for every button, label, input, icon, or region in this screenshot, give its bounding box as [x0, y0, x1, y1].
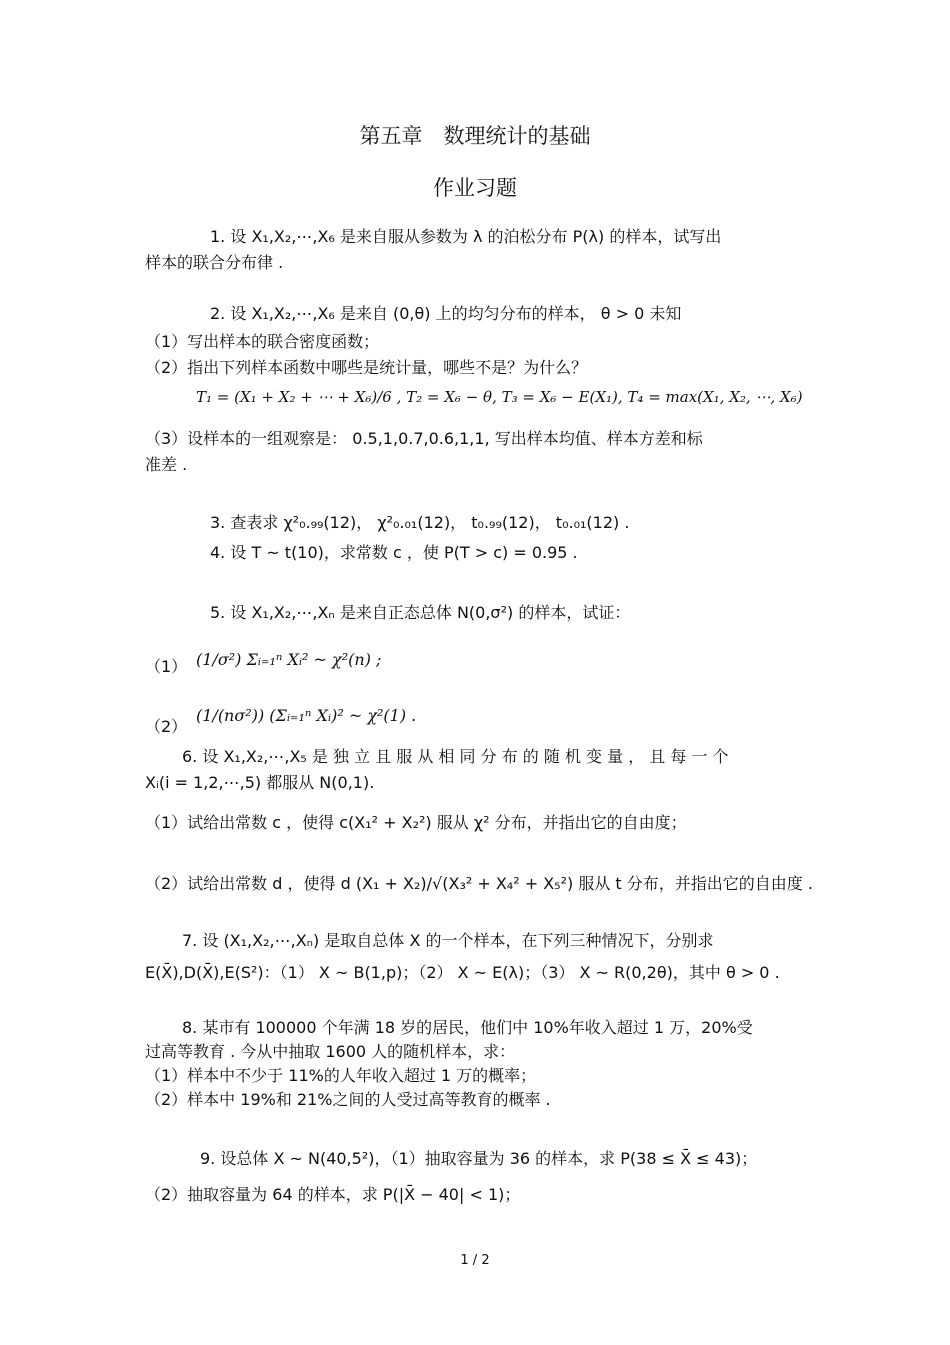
problem-6-part-1: （1）试给出常数 c ，使得 c(X₁² + X₂²) 服从 χ² 分布，并指出它的自由度；: [145, 813, 687, 832]
problem-8-line-1: 8. 某市有 100000 个年满 18 岁的居民，他们中 10%年收入超过 1 万，20%受: [182, 1018, 753, 1037]
problem-4: 4. 设 T ~ t(10)，求常数 c ，使 P(T > c) = 0.95 .: [210, 543, 578, 562]
problem-7-line-1: 7. 设 (X₁,X₂,⋯,Xₙ) 是取自总体 X 的一个样本，在下列三种情况下，分别求: [182, 931, 714, 950]
problem-7-line-2: E(X̄),D(X̄),E(S²)：（1） X ~ B(1,p)；（2） X ~ E(λ)；（3） X ~ R(0,2θ)，其中 θ > 0 .: [145, 963, 780, 982]
problem-8-part-1: （1）样本中不少于 11%的人年收入超过 1 万的概率；: [145, 1066, 537, 1085]
problem-9-line-2: （2）抽取容量为 64 的样本，求 P(|X̄ − 40| < 1)；: [145, 1185, 521, 1204]
problem-5-part-2-label: （2）: [145, 717, 188, 736]
problem-2-part-3: （3）设样本的一组观察是： 0.5,1,0.7,0.6,1,1, 写出样本均值、样本方差和标: [145, 429, 703, 448]
problem-2-part-3-cont: 准差 .: [145, 455, 188, 474]
problem-5-part-2-formula: (1/(nσ²)) (Σᵢ₌₁ⁿ Xᵢ)² ~ χ²(1) .: [196, 706, 417, 725]
problem-8-line-2: 过高等教育 . 今从中抽取 1600 人的随机样本，求：: [145, 1042, 516, 1061]
problem-5-part-1-formula: (1/σ²) Σᵢ₌₁ⁿ Xᵢ² ~ χ²(n) ;: [196, 650, 382, 669]
problem-1-line-2: 样本的联合分布律 .: [145, 253, 284, 272]
problem-6-line-1: 6. 设 X₁,X₂,⋯,X₅ 是 独 立 且 服 从 相 同 分 布 的 随 机 变 量 ， 且 每 一 个: [182, 747, 729, 766]
problem-6-part-2: （2）试给出常数 d ，使得 d (X₁ + X₂)/√(X₃² + X₄² + X₅²) 服从 t 分布，并指出它的自由度 .: [145, 874, 813, 893]
problem-6-line-2: Xᵢ(i = 1,2,⋯,5) 都服从 N(0,1).: [145, 773, 375, 792]
problem-2-part-2: （2）指出下列样本函数中哪些是统计量，哪些不是？为什么？: [145, 358, 588, 377]
problem-2-line-1: 2. 设 X₁,X₂,⋯,X₆ 是来自 (0,θ) 上的均匀分布的样本， θ > 0 未知: [210, 304, 682, 323]
statistic-formulas: T₁ = (X₁ + X₂ + ⋯ + X₆)/6 , T₂ = X₆ − θ, T₃ = X₆ − E(X₁), T₄ = max(X₁, X₂, ⋯, X₆): [196, 388, 803, 406]
problem-9-line-1: 9. 设总体 X ~ N(40,5²)，（1）抽取容量为 36 的样本，求 P(38 ≤ X̄ ≤ 43)；: [200, 1149, 758, 1168]
problem-3: 3. 查表求 χ²₀.₉₉(12)， χ²₀.₀₁(12)， t₀.₉₉(12)， t₀.₀₁(12) .: [210, 513, 630, 532]
problem-2-part-1: （1）写出样本的联合密度函数；: [145, 332, 380, 351]
problem-1-line-1: 1. 设 X₁,X₂,⋯,X₆ 是来自服从参数为 λ 的泊松分布 P(λ) 的样本，试写出: [210, 227, 722, 246]
page-number: 1 / 2: [460, 1253, 490, 1268]
section-subtitle: 作业习题: [433, 176, 517, 200]
problem-5-line-1: 5. 设 X₁,X₂,⋯,Xₙ 是来自正态总体 N(0,σ²) 的样本，试证：: [210, 603, 631, 622]
problem-8-part-2: （2）样本中 19%和 21%之间的人受过高等教育的概率 .: [145, 1090, 551, 1109]
problem-5-part-1-label: （1）: [145, 657, 188, 676]
chapter-title: 第五章 数理统计的基础: [359, 124, 591, 148]
